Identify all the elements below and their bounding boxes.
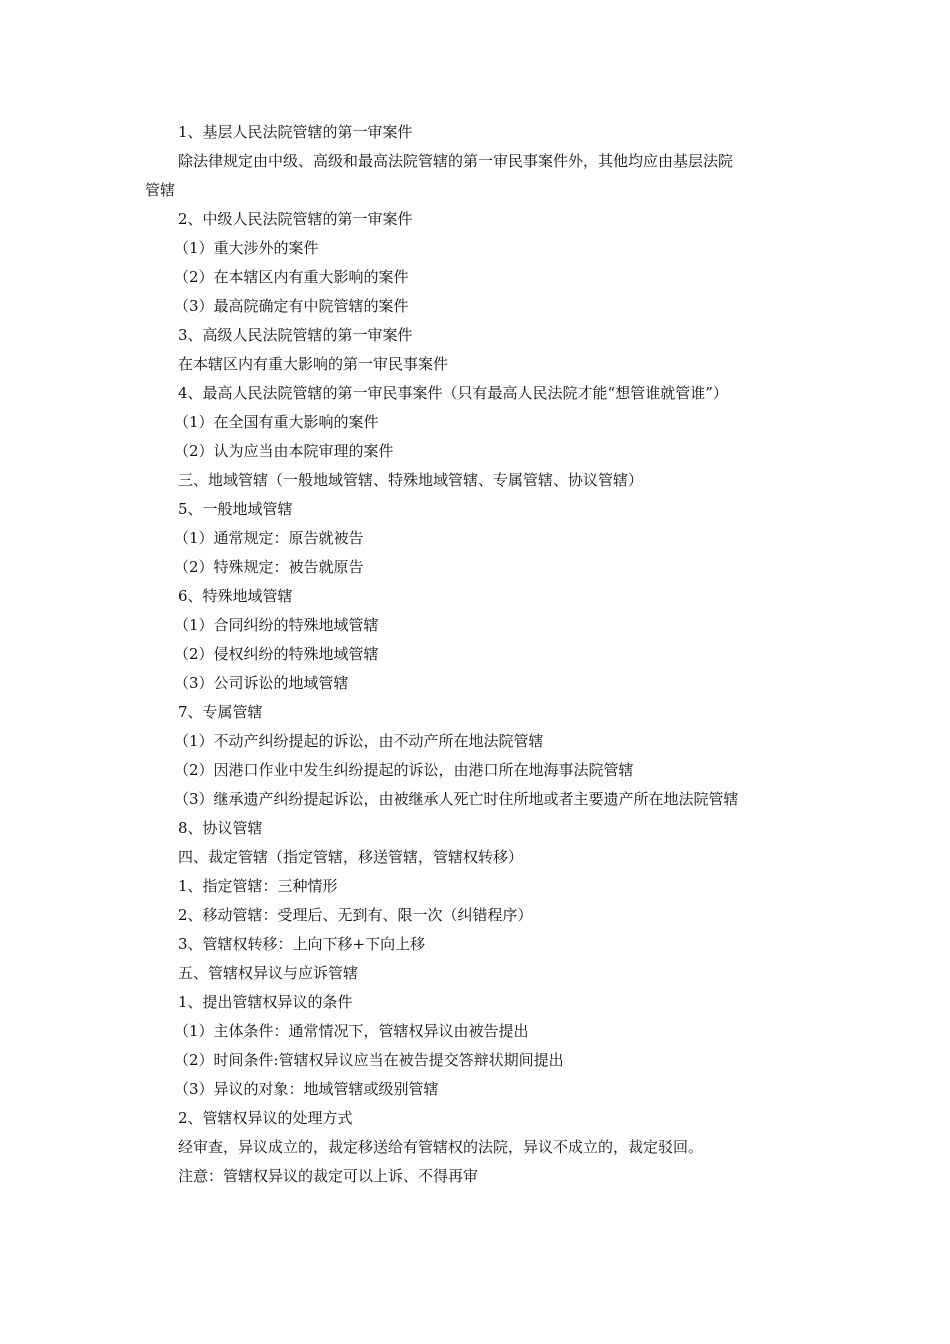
chapter-heading: 五、管辖权异议与应诉管辖: [178, 964, 359, 982]
list-item: （3）公司诉讼的地域管辖: [174, 674, 349, 692]
section-heading: 3、高级人民法院管辖的第一审案件: [178, 326, 413, 344]
list-item: （2）在本辖区内有重大影响的案件: [174, 268, 409, 286]
paragraph-text: 除法律规定由中级、高级和最高法院管辖的第一审民事案件外，其他均应由基层法院: [178, 152, 734, 170]
section-heading: 8、协议管辖: [178, 819, 263, 837]
list-item: （1）合同纠纷的特殊地域管辖: [174, 616, 379, 634]
list-item: （2）侵权纠纷的特殊地域管辖: [174, 645, 379, 663]
list-item: （2）特殊规定：被告就原告: [174, 558, 364, 576]
list-item: （2）因港口作业中发生纠纷提起的诉讼，由港口所在地海事法院管辖: [174, 761, 634, 779]
list-item: （1）在全国有重大影响的案件: [174, 413, 379, 431]
list-item: （3）最高院确定有中院管辖的案件: [174, 297, 409, 315]
list-item: （1）通常规定：原告就被告: [174, 529, 364, 547]
chapter-heading: 三、地域管辖（一般地域管辖、特殊地域管辖、专属管辖、协议管辖）: [178, 471, 644, 489]
section-heading: 2、管辖权异议的处理方式: [178, 1109, 353, 1127]
section-heading: 1、指定管辖：三种情形: [178, 877, 338, 895]
paragraph-text: 经审查，异议成立的，裁定移送给有管辖权的法院，异议不成立的，裁定驳回。: [178, 1138, 704, 1156]
section-heading: 2、中级人民法院管辖的第一审案件: [178, 210, 413, 228]
paragraph-text: 在本辖区内有重大影响的第一审民事案件: [178, 355, 449, 373]
section-heading: 3、管辖权转移：上向下移+下向上移: [178, 935, 426, 953]
section-heading: 1、基层人民法院管辖的第一审案件: [178, 123, 413, 141]
section-heading: 1、提出管辖权异议的条件: [178, 993, 353, 1011]
list-item: （3）异议的对象：地域管辖或级别管辖: [174, 1080, 439, 1098]
section-heading: 4、最高人民法院管辖的第一审民事案件（只有最高人民法院才能“想管谁就管谁”）: [178, 384, 728, 402]
section-heading: 7、专属管辖: [178, 703, 263, 721]
chapter-heading: 四、裁定管辖（指定管辖，移送管辖，管辖权转移）: [178, 848, 524, 866]
list-item: （1）不动产纠纷提起的诉讼，由不动产所在地法院管辖: [174, 732, 544, 750]
section-heading: 2、移动管辖：受理后、无到有、限一次（纠错程序）: [178, 906, 533, 924]
section-heading: 5、一般地域管辖: [178, 500, 293, 518]
list-item: （1）主体条件：通常情况下，管辖权异议由被告提出: [174, 1022, 529, 1040]
note-text: 注意：管辖权异议的裁定可以上诉、不得再审: [178, 1167, 479, 1185]
paragraph-text-continued: 管辖: [145, 181, 176, 199]
list-item: （2）时间条件:管辖权异议应当在被告提交答辩状期间提出: [174, 1051, 564, 1069]
section-heading: 6、特殊地域管辖: [178, 587, 293, 605]
list-item: （3）继承遗产纠纷提起诉讼，由被继承人死亡时住所地或者主要遗产所在地法院管辖: [174, 790, 739, 808]
list-item: （1）重大涉外的案件: [174, 239, 319, 257]
list-item: （2）认为应当由本院审理的案件: [174, 442, 394, 460]
document-body: [0, 118, 950, 1191]
